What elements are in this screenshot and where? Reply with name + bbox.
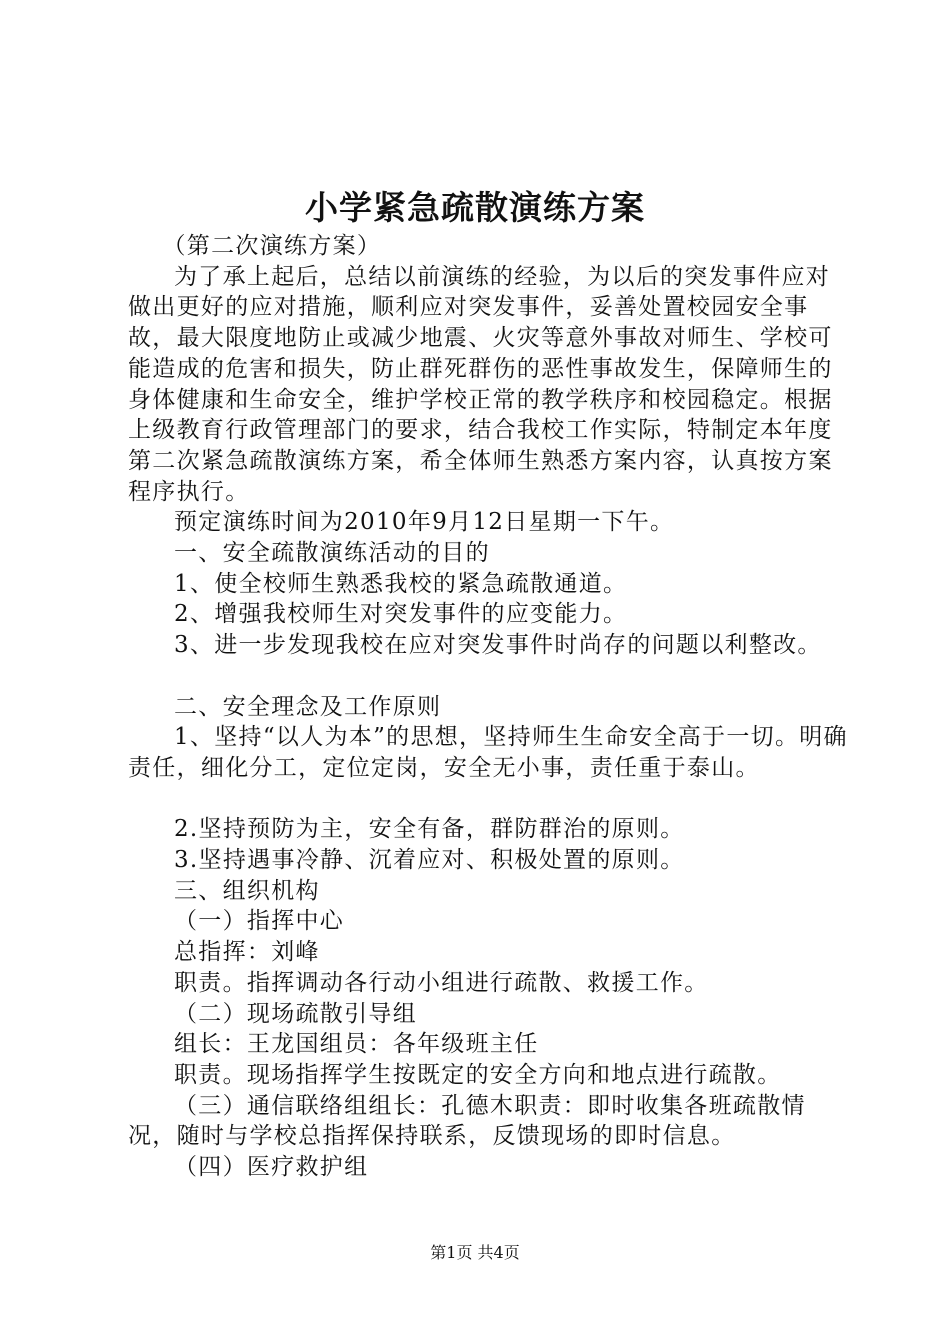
- subtitle-paragraph: （第二次演练方案）: [162, 233, 382, 259]
- purpose-item-3: 3、进一步发现我校在应对突发事件时尚存的问题以利整改。: [174, 632, 822, 659]
- principle-item-1: 1、坚持“以人为本”的思想，坚持师生生命安全高于一切。明确责任，细化分工，定位定岗，安全无小事，责任重于泰山。: [128, 724, 848, 781]
- section-heading-purpose: 一、安全疏散演练活动的目的: [174, 540, 490, 567]
- org-evacuation-members: 组长：王龙国组员：各年级班主任: [174, 1031, 539, 1058]
- org-command-duty: 职责。指挥调动各行动小组进行疏散、救援工作。: [174, 969, 709, 996]
- section-heading-principles: 二、安全理念及工作原则: [174, 693, 442, 720]
- org-chief-commander: 总指挥：刘峰: [174, 939, 320, 966]
- org-command-center: （一）指挥中心: [174, 908, 345, 935]
- document-body: [128, 231, 850, 1183]
- org-evacuation-group: （二）现场疏散引导组: [174, 1000, 417, 1027]
- purpose-item-2: 2、增强我校师生对突发事件的应变能力。: [174, 601, 628, 628]
- purpose-item-1: 1、使全校师生熟悉我校的紧急疏散通道。: [174, 570, 628, 597]
- blank-line: [128, 661, 850, 692]
- org-medical-group: （四）医疗救护组: [174, 1154, 369, 1181]
- principle-item-2: 2.坚持预防为主，安全有备，群防群治的原则。: [174, 816, 685, 843]
- schedule-paragraph: 预定演练时间为2010年9月12日星期一下午。: [174, 509, 675, 536]
- org-evacuation-duty: 职责。现场指挥学生按既定的安全方向和地点进行疏散。: [174, 1061, 782, 1088]
- blank-line: [128, 784, 850, 815]
- org-communication-group: （三）通信联络组组长：孔德木职责：即时收集各班疏散情况，随时与学校总指挥保持联系，反馈现场的即时信息。: [128, 1092, 806, 1150]
- principle-item-3: 3.坚持遇事冷静、沉着应对、积极处置的原则。: [174, 847, 685, 874]
- intro-paragraph: 为了承上起后，总结以前演练的经验，为以后的突发事件应对做出更好的应对措施，顺利应对突发事件，妥善处置校园安全事故，最大限度地防止或减少地震、火灾等意外事故对师生、学校可能造成的危害和损失，防止群死群伤的恶性事故发生，保障师生的身体健康和生命安全，维护学校正常的教学秩序和校园稳定。根据上级教育行政管理部门的要求，结合我校工作实际，特制定本年度第二次紧急疏散演练方案，希全体师生熟悉方案内容，认真按方案程序执行。: [128, 263, 833, 505]
- page-footer: 第1页 共4页: [430, 1243, 520, 1262]
- document-title: 小学紧急疏散演练方案: [305, 188, 645, 227]
- section-heading-organization: 三、组织机构: [174, 877, 320, 904]
